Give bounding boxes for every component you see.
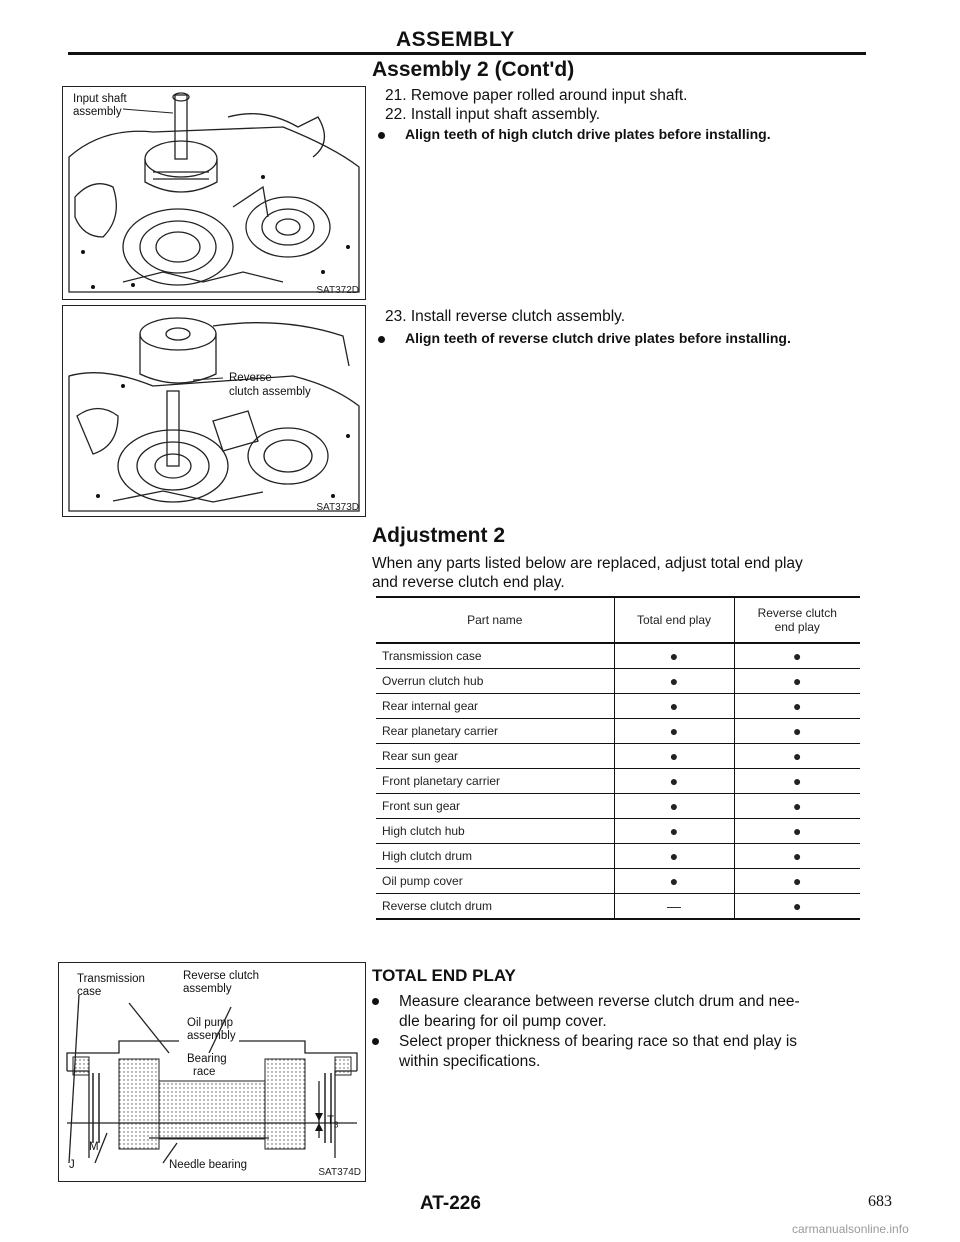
label-reverse: Reverse <box>229 372 272 384</box>
cell-total: ● <box>614 769 734 794</box>
section-title-total-end-play: TOTAL END PLAY <box>372 966 516 985</box>
cell-reverse: ● <box>734 643 860 669</box>
label-oil-pump-assembly: assembly <box>187 1030 236 1042</box>
label-t3-sub: 3 <box>334 1120 339 1130</box>
bullet-icon <box>378 132 385 139</box>
table-row <box>376 819 860 844</box>
label-t3 <box>327 1115 338 1129</box>
page-number: 683 <box>868 1193 892 1210</box>
step-23: 23. Install reverse clutch assembly. <box>385 308 626 325</box>
cell-total: ● <box>614 719 734 744</box>
table-row <box>376 869 860 894</box>
bullet-icon <box>378 336 385 343</box>
figure-code-sat374d: SAT374D <box>318 1167 361 1178</box>
col-header-reverse-line1: Reverse clutch <box>757 606 837 620</box>
table-row <box>376 643 860 669</box>
label-case: case <box>77 986 102 998</box>
total-end-play-bullet-2 <box>372 1032 862 1052</box>
cell-total: ● <box>614 694 734 719</box>
table-row <box>376 769 860 794</box>
cell-total: ● <box>614 643 734 669</box>
adjustment-intro-line2: and reverse clutch end play. <box>372 574 565 591</box>
cell-total: ● <box>614 869 734 894</box>
bullet-1-line1: Measure clearance between reverse clutch drum and nee- <box>399 993 800 1010</box>
reverse-clutch-illustration <box>63 306 365 516</box>
label-reverse-clutch: Reverse clutch <box>183 970 260 982</box>
note-reverse-clutch-text: Align teeth of reverse clutch drive plates before installing. <box>405 330 791 346</box>
cell-part: Rear internal gear <box>376 694 614 719</box>
cell-reverse: ● <box>734 869 860 894</box>
cell-total: ● <box>614 669 734 694</box>
bullet-icon <box>372 998 379 1005</box>
section-title-assembly-2: Assembly 2 (Cont'd) <box>372 58 575 81</box>
cell-part: Rear sun gear <box>376 744 614 769</box>
total-end-play-bullet-1 <box>372 992 862 1012</box>
bullet-icon <box>372 1038 379 1045</box>
cell-part: Front planetary carrier <box>376 769 614 794</box>
label-t3-text: T <box>327 1115 335 1127</box>
step-21: 21. Remove paper rolled around input shaft. <box>385 87 688 104</box>
cell-total: ● <box>614 744 734 769</box>
figure-code-sat372d: SAT372D <box>316 285 359 296</box>
table-row <box>376 744 860 769</box>
cell-reverse: ● <box>734 719 860 744</box>
label-input-shaft-assembly: assembly <box>73 106 122 118</box>
cell-total: ● <box>614 819 734 844</box>
label-input-shaft: Input shaft <box>73 93 127 105</box>
bullet-1-line2: dle bearing for oil pump cover. <box>399 1013 607 1030</box>
section-title-adjustment-2: Adjustment 2 <box>372 524 506 547</box>
input-shaft-illustration <box>63 87 365 299</box>
cell-reverse: ● <box>734 844 860 869</box>
label-oil-pump: Oil pump <box>187 1017 234 1029</box>
page-header-title: ASSEMBLY <box>396 28 515 51</box>
note-high-clutch <box>378 126 771 142</box>
label-bearing: Bearing <box>187 1053 227 1065</box>
note-reverse-clutch <box>378 330 791 346</box>
cell-total: ● <box>614 794 734 819</box>
watermark-text: carmanualsonline.info <box>792 1222 909 1236</box>
label-reverse-clutch-assembly: assembly <box>183 983 232 995</box>
table-row <box>376 794 860 819</box>
table-row <box>376 694 860 719</box>
adjustment-table <box>376 596 860 920</box>
cell-reverse: ● <box>734 794 860 819</box>
col-header-reverse-clutch-end-play <box>734 597 860 643</box>
table-row <box>376 719 860 744</box>
header-rule <box>68 52 866 55</box>
cell-part: Front sun gear <box>376 794 614 819</box>
bullet-2-line1: Select proper thickness of bearing race so that end play is <box>399 1033 798 1050</box>
label-transmission: Transmission <box>77 973 145 985</box>
bullet-2-line2: within specifications. <box>399 1053 541 1070</box>
cell-part: Reverse clutch drum <box>376 894 614 920</box>
label-m: M <box>89 1141 99 1153</box>
cell-total: — <box>614 894 734 920</box>
cell-reverse: ● <box>734 769 860 794</box>
page-code: AT-226 <box>420 1193 481 1214</box>
cell-part: Transmission case <box>376 643 614 669</box>
cell-part: Rear planetary carrier <box>376 719 614 744</box>
label-race: race <box>193 1066 216 1078</box>
cell-part: High clutch drum <box>376 844 614 869</box>
adjustment-intro-line1: When any parts listed below are replaced, adjust total end play <box>372 555 803 572</box>
cell-reverse: ● <box>734 694 860 719</box>
cell-reverse: ● <box>734 894 860 920</box>
col-header-reverse-line2: end play <box>774 620 820 634</box>
label-clutch-assembly: clutch assembly <box>229 386 311 398</box>
figure-code-sat373d: SAT373D <box>316 502 359 513</box>
table-row <box>376 894 860 920</box>
cell-part: Oil pump cover <box>376 869 614 894</box>
label-needle-bearing: Needle bearing <box>169 1159 248 1171</box>
col-header-total-end-play: Total end play <box>614 597 734 643</box>
cell-total: ● <box>614 844 734 869</box>
cell-reverse: ● <box>734 744 860 769</box>
figure-total-end-play <box>58 962 366 1182</box>
col-header-part-name: Part name <box>376 597 614 643</box>
cell-part: Overrun clutch hub <box>376 669 614 694</box>
label-j: J <box>69 1159 75 1171</box>
table-row <box>376 844 860 869</box>
figure-input-shaft <box>62 86 366 300</box>
cell-part: High clutch hub <box>376 819 614 844</box>
table-header-row <box>376 597 860 643</box>
cell-reverse: ● <box>734 819 860 844</box>
cell-reverse: ● <box>734 669 860 694</box>
step-22: 22. Install input shaft assembly. <box>385 106 601 123</box>
note-high-clutch-text: Align teeth of high clutch drive plates before installing. <box>405 126 771 142</box>
figure-reverse-clutch <box>62 305 366 517</box>
table-row <box>376 669 860 694</box>
